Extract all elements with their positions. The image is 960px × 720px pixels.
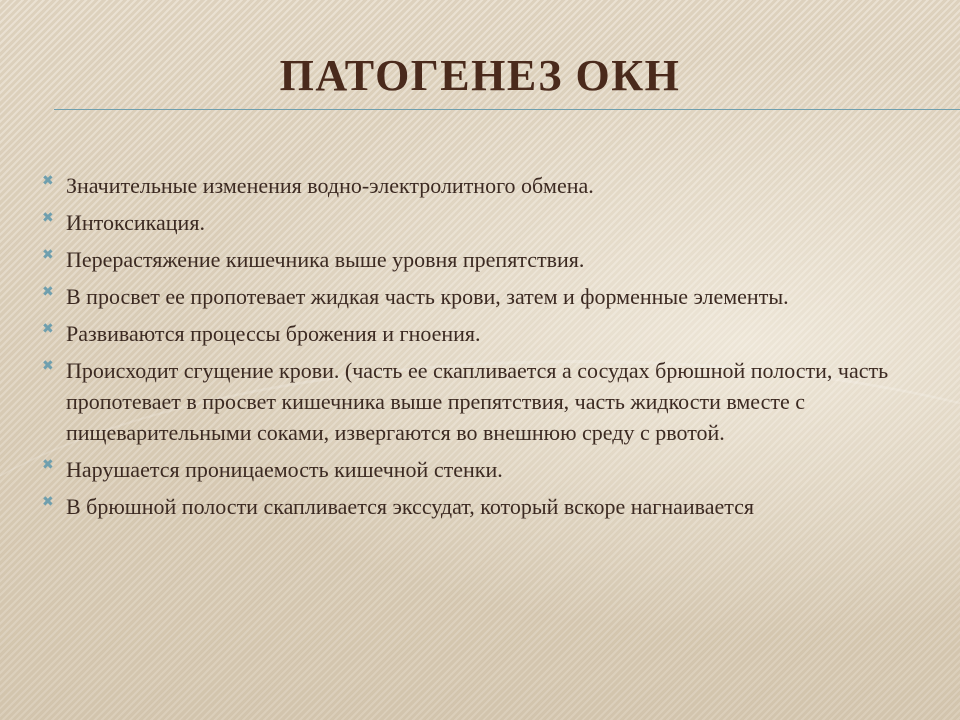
bullet-text: Развиваются процессы брожения и гноения.: [66, 321, 481, 346]
bullet-text: В брюшной полости скапливается экссудат, который вскоре нагнаивается: [66, 494, 755, 519]
bullet-item: [40, 318, 940, 349]
x-bullet-icon: ✖: [42, 210, 54, 226]
slide-title: ПАТОГЕНЕЗ ОКН: [279, 51, 681, 100]
bullet-item: [40, 207, 940, 238]
x-bullet-icon: ✖: [42, 321, 54, 337]
bullet-text: Происходит сгущение крови. (часть ее скапливается а сосудах брюшной полости, часть пропотевает в просвет кишечника выше препятствия, часть жидкости вместе с пищеварительными соками, извергаются во внешнюю среду с рвотой.: [66, 358, 889, 445]
x-bullet-icon: ✖: [42, 494, 54, 510]
bullet-item: [40, 454, 940, 485]
x-bullet-icon: ✖: [42, 284, 54, 300]
bullet-text: В просвет ее пропотевает жидкая часть крови, затем и форменные элементы.: [66, 284, 789, 309]
bullet-text: Интоксикация.: [66, 210, 205, 235]
x-bullet-icon: ✖: [42, 173, 54, 189]
bullet-item: [40, 491, 940, 522]
x-bullet-icon: ✖: [42, 247, 54, 263]
bullet-item: [40, 281, 940, 312]
bullet-text: Значительные изменения водно-электролитного обмена.: [66, 173, 594, 198]
bullet-text: Нарушается проницаемость кишечной стенки.: [66, 457, 503, 482]
x-bullet-icon: ✖: [42, 358, 54, 374]
bullet-list: [40, 170, 940, 528]
title-divider: [54, 109, 960, 110]
x-bullet-icon: ✖: [42, 457, 54, 473]
bullet-text: Перерастяжение кишечника выше уровня препятствия.: [66, 247, 585, 272]
bullet-item: [40, 170, 940, 201]
bullet-item: [40, 355, 940, 448]
bullet-item: [40, 244, 940, 275]
